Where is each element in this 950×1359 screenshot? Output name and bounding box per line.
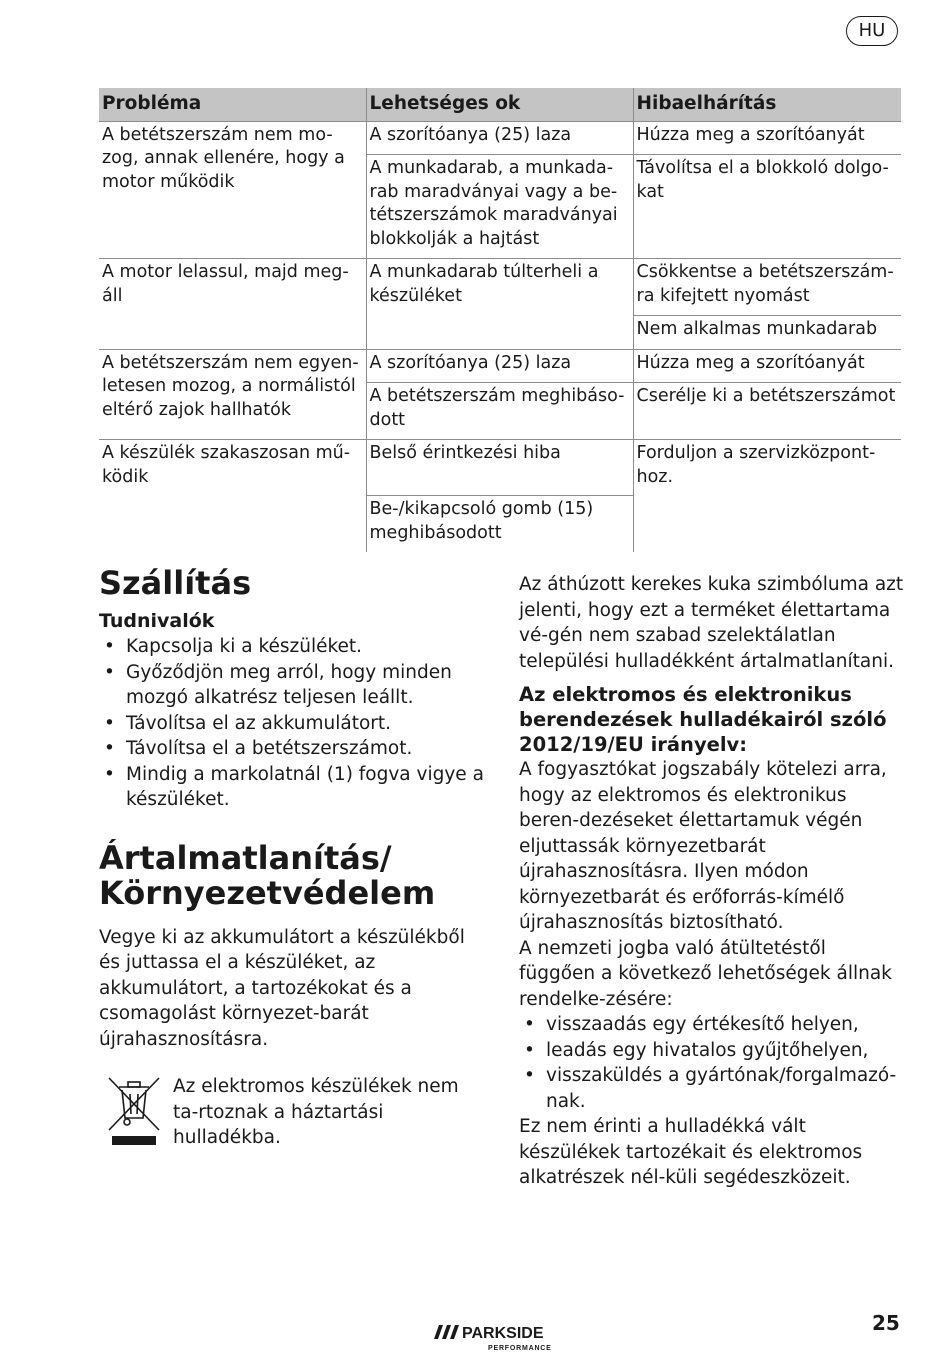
consumer-obligation-paragraph: A fogyasztókat jogszabály kötelezi arra, hogy az elektromos és elektronikus beren-dezéseket élettartamuk végén eljuttassák környezetbarát újrahasznosításra. Ilyen módon környezetbarát és erőforrás-kímélő újrahasznosítás biztosítható. bbox=[519, 759, 887, 933]
notes-subheading: Tudnivalók bbox=[99, 610, 215, 632]
table-row bbox=[99, 121, 901, 155]
remedy-cell: Nem alkalmas munkadarab bbox=[633, 316, 901, 350]
list-item: • Távolítsa el az akkumulátort. bbox=[99, 711, 484, 737]
right-column bbox=[519, 572, 904, 1191]
cause-cell: A szorítóanya (25) laza bbox=[366, 349, 633, 383]
disposal-options-list bbox=[519, 1012, 904, 1114]
national-law-paragraph: A nemzeti jogba való átültetéstől függően a következő lehetőségek állnak rendelke-zésére: bbox=[519, 937, 892, 1010]
list-item: • Mindig a markolatnál (1) fogva vigye a készüléket. bbox=[99, 762, 484, 813]
remedy-cell: Forduljon a szervizközpont-hoz. bbox=[633, 440, 901, 553]
parkside-logo bbox=[430, 1317, 582, 1353]
cause-cell: A munkadarab túlterheli a készüléket bbox=[366, 259, 633, 350]
logo-brand: PARKSIDE bbox=[462, 1325, 544, 1342]
transport-list bbox=[99, 634, 484, 813]
remedy-cell: Húzza meg a szorítóanyát bbox=[633, 349, 901, 383]
crossed-bin-icon bbox=[105, 1074, 163, 1148]
list-item: • Távolítsa el a betétszerszámot. bbox=[99, 736, 484, 762]
transport-heading: Szállítás bbox=[99, 564, 252, 602]
language-badge: HU bbox=[846, 16, 898, 46]
problem-cell: A motor lelassul, majd meg-áll bbox=[99, 259, 366, 350]
page-number: 25 bbox=[872, 1311, 900, 1335]
disposal-heading bbox=[99, 838, 484, 912]
cause-cell: Be-/kikapcsoló gomb (15) meghibásodott bbox=[366, 496, 633, 553]
weee-notice bbox=[99, 1074, 484, 1151]
disposal-heading-line1: Ártalmatlanítás/ bbox=[99, 838, 392, 877]
remedy-cell: Húzza meg a szorítóanyát bbox=[633, 121, 901, 155]
problem-cell: A készülék szakaszosan mű-ködik bbox=[102, 443, 351, 487]
accessories-paragraph: Ez nem érinti a hulladékká vált készülékek tartozékait és elektromos alkatrészek nél-küli segédeszközeit. bbox=[519, 1116, 863, 1188]
remedy-cell: Cserélje ki a betétszerszámot bbox=[633, 383, 901, 440]
logo-subbrand: PERFORMANCE bbox=[488, 1345, 552, 1352]
cause-cell: A szorítóanya (25) laza bbox=[366, 121, 633, 155]
list-item: • Győződjön meg arról, hogy minden mozgó alkatrész teljesen leállt. bbox=[99, 660, 484, 711]
list-item: • visszaadás egy értékesítő helyen, bbox=[519, 1012, 904, 1038]
column-header-problem: Probléma bbox=[99, 88, 366, 121]
problem-cell: A betétszerszám nem egyen-letesen mozog, a normálistól eltérő zajok hallhatók bbox=[99, 349, 366, 440]
directive-heading: Az elektromos és elektronikus berendezések hulladékairól szóló 2012/19/EU irányelv: bbox=[519, 683, 887, 756]
table-row bbox=[99, 259, 901, 316]
cause-cell: Belső érintkezési hiba bbox=[366, 440, 633, 496]
cause-cell: A munkadarab, a munkada-rab maradványai vagy a be-tétszerszámok maradványai blokkolják a hajtást bbox=[366, 155, 633, 259]
disposal-paragraph: Vegye ki az akkumulátort a készülékből és juttassa el a készüléket, az akkumulátort, a tartozékokat és a csomagolást környezet-barát újrahasznosításra. bbox=[99, 926, 465, 1050]
list-item: • visszaküldés a gyártónak/forgalmazó-nak. bbox=[519, 1063, 904, 1114]
table-header-row bbox=[99, 88, 901, 121]
disposal-heading-line2: Környezetvédelem bbox=[99, 873, 436, 912]
list-item: • Kapcsolja ki a készüléket. bbox=[99, 634, 484, 660]
bin-symbol-paragraph: Az áthúzott kerekes kuka szimbóluma azt jelenti, hogy ezt a terméket élettartama vé-gén nem szabad szelektálatlan települési hulladékként ártalmatlanítani. bbox=[519, 574, 904, 672]
problem-cell: A betétszerszám nem mo-zog, annak ellenére, hogy a motor működik bbox=[99, 121, 366, 259]
left-column bbox=[99, 566, 484, 1151]
column-header-cause: Lehetséges ok bbox=[366, 88, 633, 121]
weee-text: Az elektromos készülékek nem ta-rtoznak a háztartási hulladékba. bbox=[173, 1076, 459, 1148]
troubleshooting-table bbox=[99, 88, 901, 552]
table-row bbox=[99, 349, 901, 383]
list-item: • leadás egy hivatalos gyűjtőhelyen, bbox=[519, 1038, 904, 1064]
cause-cell: A betétszerszám meghibáso-dott bbox=[366, 383, 633, 440]
remedy-cell: Távolítsa el a blokkoló dolgo-kat bbox=[633, 155, 901, 259]
remedy-cell: Csökkentse a betétszerszám-ra kifejtett nyomást bbox=[633, 259, 901, 316]
table-row bbox=[99, 440, 901, 496]
column-header-remedy: Hibaelhárítás bbox=[633, 88, 901, 121]
